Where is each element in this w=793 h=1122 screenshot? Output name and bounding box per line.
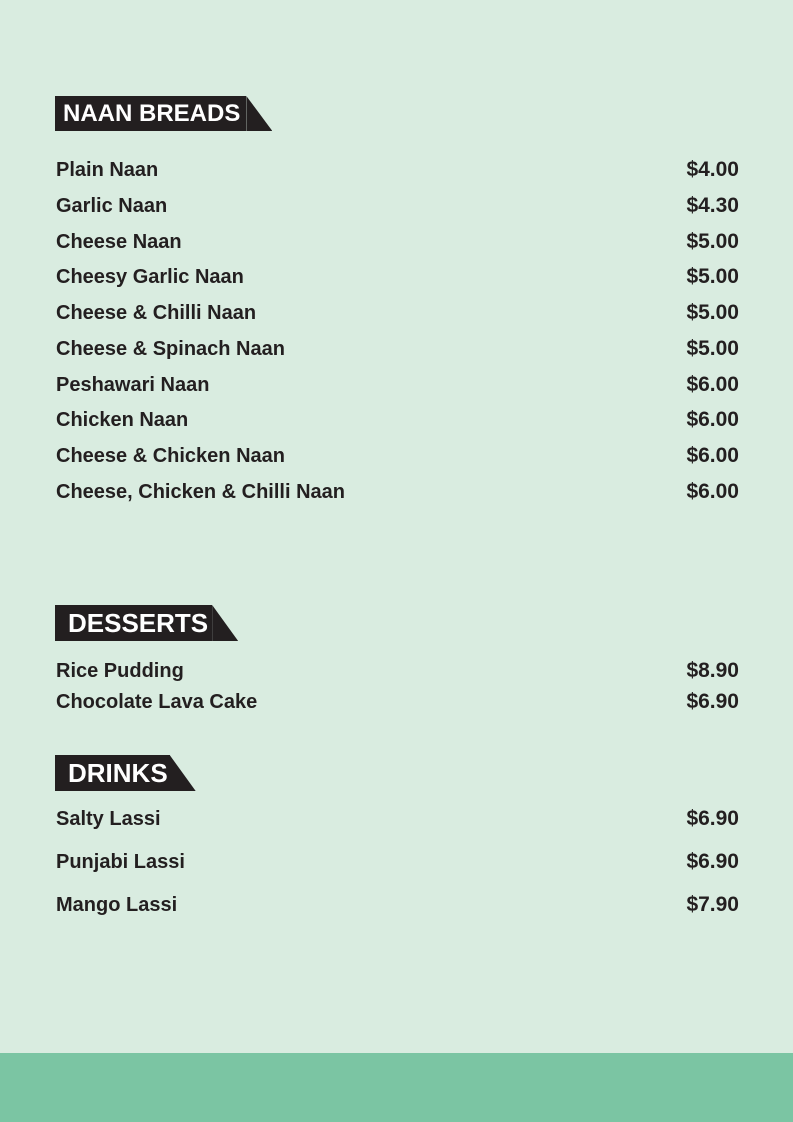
menu-item-price: $5.00 [686, 337, 739, 360]
menu-item-price: $4.00 [686, 158, 739, 181]
menu-item-row [56, 265, 739, 289]
desserts-heading [55, 605, 238, 641]
menu-item-row [56, 444, 739, 468]
desserts-heading-text: DESSERTS [55, 605, 212, 641]
menu-item-row [56, 690, 739, 714]
menu-item-price: $6.00 [686, 373, 739, 396]
naan-breads-heading [55, 96, 272, 131]
heading-tab-shape [212, 605, 238, 641]
menu-item-name: Cheese & Chicken Naan [56, 445, 285, 467]
menu-item-price: $8.90 [686, 659, 739, 682]
menu-item-name: Mango Lassi [56, 894, 178, 916]
menu-item-row [56, 850, 739, 874]
menu-item-row [56, 480, 739, 504]
menu-item-name: Rice Pudding [56, 660, 184, 682]
menu-item-price: $5.00 [686, 301, 739, 324]
drinks-heading-text: DRINKS [55, 755, 170, 791]
menu-item-price: $5.00 [686, 265, 739, 288]
menu-item-price: $6.00 [686, 480, 739, 503]
menu-item-row [56, 807, 739, 831]
drinks-heading [55, 755, 196, 791]
menu-item-name: Punjabi Lassi [56, 851, 185, 873]
menu-item-name: Chocolate Lava Cake [56, 691, 258, 713]
menu-item-name: Cheese & Chilli Naan [56, 302, 257, 324]
heading-tab-shape [170, 755, 196, 791]
menu-item-row [56, 659, 739, 683]
menu-item-row [56, 158, 739, 182]
menu-item-row [56, 301, 739, 325]
menu-item-name: Cheese & Spinach Naan [56, 338, 285, 360]
menu-item-row [56, 408, 739, 432]
menu-item-name: Cheese Naan [56, 231, 182, 253]
menu-item-price: $6.90 [686, 850, 739, 873]
menu-item-row [56, 893, 739, 917]
menu-item-row [56, 194, 739, 218]
menu-item-row [56, 373, 739, 397]
menu-item-name: Salty Lassi [56, 808, 161, 830]
menu-item-price: $6.00 [686, 444, 739, 467]
menu-item-row [56, 230, 739, 254]
menu-item-name: Garlic Naan [56, 195, 168, 217]
menu-item-price: $7.90 [686, 893, 739, 916]
naan-breads-heading-text: NAAN BREADS [55, 96, 246, 131]
heading-tab-shape [246, 96, 272, 131]
menu-item-name: Chicken Naan [56, 409, 189, 431]
menu-item-price: $5.00 [686, 230, 739, 253]
menu-item-name: Cheesy Garlic Naan [56, 266, 244, 288]
menu-item-price: $6.90 [686, 690, 739, 713]
menu-item-price: $6.90 [686, 807, 739, 830]
footer-band [0, 1053, 793, 1122]
menu-item-name: Peshawari Naan [56, 374, 210, 396]
menu-item-name: Cheese, Chicken & Chilli Naan [56, 481, 345, 503]
menu-item-price: $4.30 [686, 194, 739, 217]
menu-item-row [56, 337, 739, 361]
menu-item-name: Plain Naan [56, 159, 159, 181]
menu-item-price: $6.00 [686, 408, 739, 431]
